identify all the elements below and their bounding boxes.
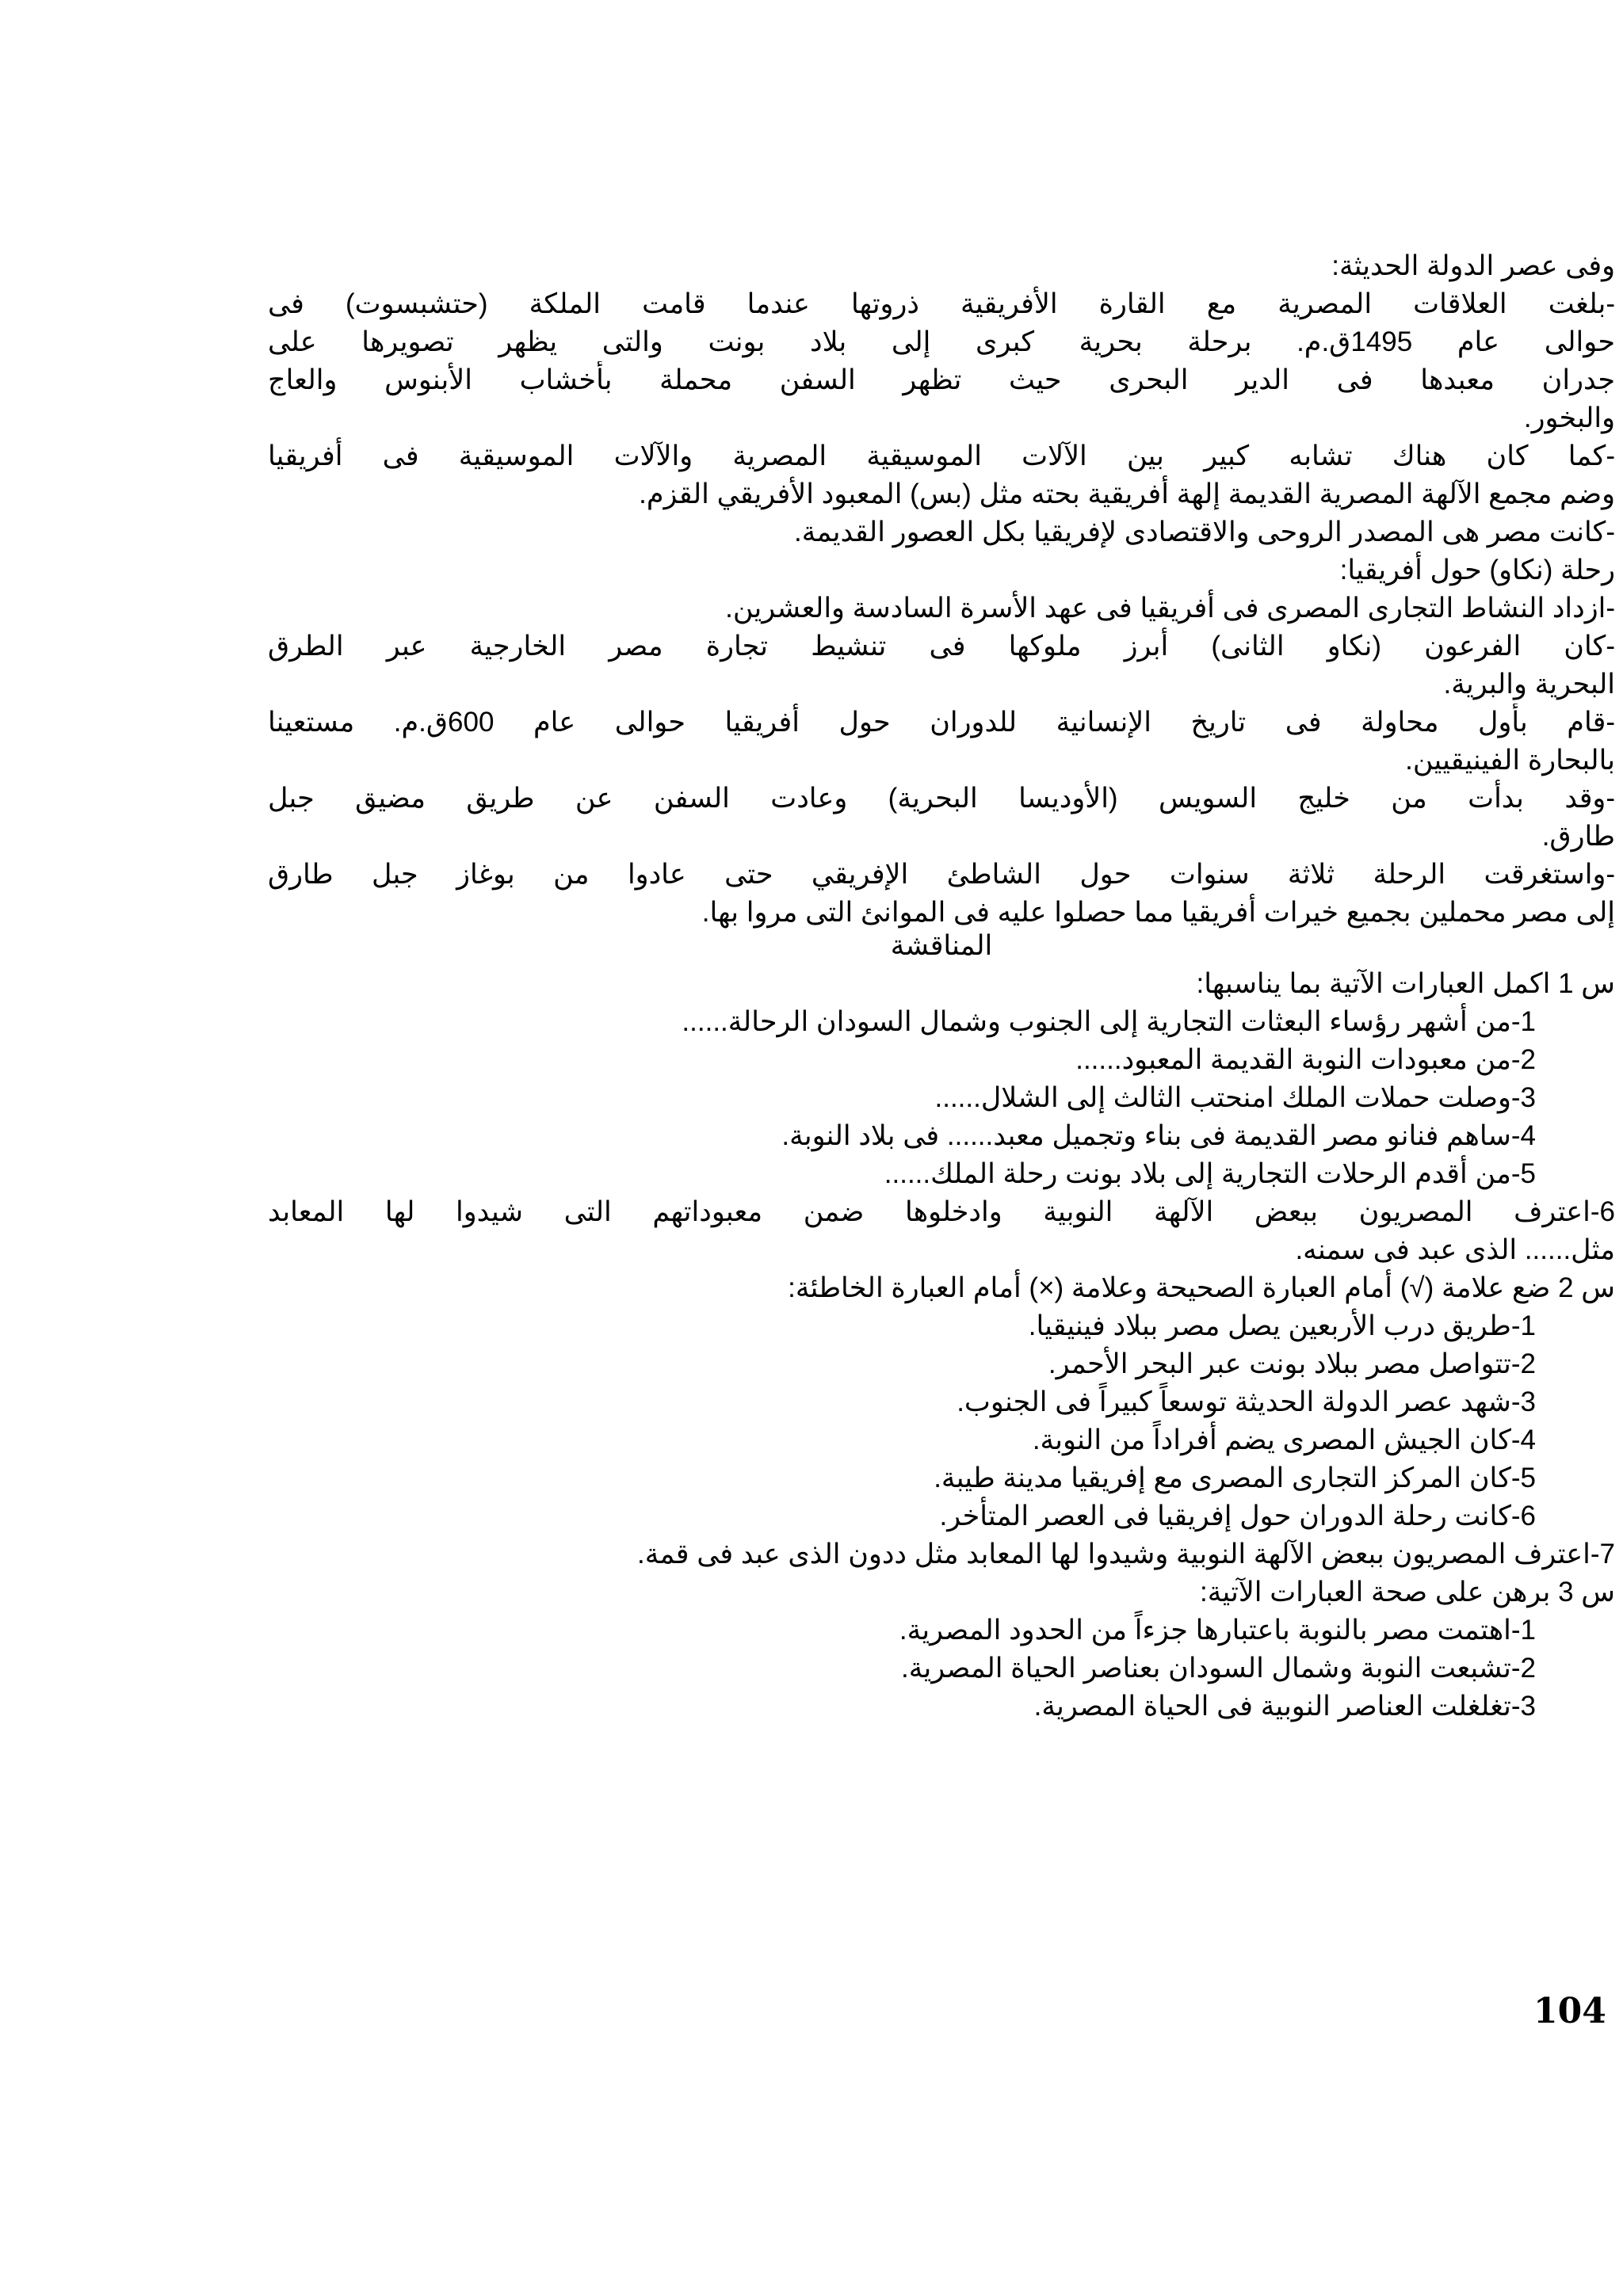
paragraph-line: -بلغت العلاقات المصرية مع القارة الأفريقية ذروتها عندما قامت الملكة (حتشبسوت) فى [268,288,1615,319]
question-item: 6-اعترف المصريون ببعض الآلهة النوبية وادخلوها ضمن معبوداتهم التى شيدوا لها المعابد [268,1196,1615,1227]
paragraph-line: -قام بأول محاولة فى تاريخ الإنسانية للدوران حول أفريقيا حوالى عام 600ق.م. مستعينا [268,707,1615,738]
paragraph-line: والبخور. [1523,402,1615,433]
paragraph-line: -ازداد النشاط التجارى المصرى فى أفريقيا فى عهد الأسرة السادسة والعشرين. [725,593,1615,624]
question-item: 2-تتواصل مصر ببلاد بونت عبر البحر الأحمر. [1048,1348,1536,1379]
heading-necho-voyage: رحلة (نكاو) حول أفريقيا: [1339,555,1615,585]
question-1-heading: س 1 اكمل العبارات الآتية بما يناسبها: [1196,968,1615,999]
question-item: 3-شهد عصر الدولة الحديثة توسعاً كبيراً فى الجنوب. [957,1386,1536,1417]
question-item: 1-من أشهر رؤساء البعثات التجارية إلى الجنوب وشمال السودان الرحالة...... [682,1006,1536,1037]
question-item: 4-ساهم فنانو مصر القديمة فى بناء وتجميل معبد...... فى بلاد النوبة. [781,1120,1536,1151]
question-item: 2-تشبعت النوبة وشمال السودان بعناصر الحياة المصرية. [901,1653,1536,1684]
question-item: 5-من أقدم الرحلات التجارية إلى بلاد بونت رحلة الملك...... [884,1158,1536,1189]
paragraph-line: البحرية والبرية. [1443,669,1615,700]
question-item: 1-طريق درب الأربعين يصل مصر ببلاد فينيقيا. [1028,1310,1536,1341]
question-item: 6-كانت رحلة الدوران حول إفريقيا فى العصر المتأخر. [939,1501,1536,1531]
paragraph-line: -كما كان هناك تشابه كبير بين الآلات الموسيقية المصرية والآلات الموسيقية فى أفريقيا [268,441,1615,471]
heading-discussion: المناقشة [890,930,993,961]
paragraph-line: طارق. [1541,821,1615,852]
question-item: 3-تغلغلت العناصر النوبية فى الحياة المصرية. [1033,1691,1536,1722]
paragraph-line: -كانت مصر هى المصدر الروحى والاقتصادى لإفريقيا بكل العصور القديمة. [794,517,1615,547]
question-3-heading: س 3 برهن على صحة العبارات الآتية: [1200,1577,1615,1608]
question-item: 5-كان المركز التجارى المصرى مع إفريقيا مدينة طيبة. [934,1463,1536,1493]
question-item: 4-كان الجيش المصرى يضم أفراداً من النوبة. [1032,1425,1536,1455]
heading-new-kingdom: وفى عصر الدولة الحديثة: [1331,250,1615,281]
paragraph-line: -وقد بدأت من خليج السويس (الأوديسا البحرية) وعادت السفن عن طريق مضيق جبل [268,783,1615,814]
paragraph-line: -واستغرقت الرحلة ثلاثة سنوات حول الشاطئ الإفريقي حتى عادوا من بوغاز جبل طارق [268,859,1615,890]
question-2-heading: س 2 ضع علامة (√) أمام العبارة الصحيحة وعلامة (×) أمام العبارة الخاطئة: [788,1272,1615,1303]
paragraph-line: جدران معبدها فى الدير البحرى حيث تظهر السفن محملة بأخشاب الأبنوس والعاج [268,364,1615,395]
question-item: مثل...... الذى عبد فى سمنه. [1295,1234,1615,1265]
page-number: 104 [1533,1991,1606,2031]
paragraph-line: إلى مصر محملين بجميع خيرات أفريقيا مما حصلوا عليه فى الموانئ التى مروا بها. [701,897,1615,928]
question-item: 1-اهتمت مصر بالنوبة باعتبارها جزءاً من الحدود المصرية. [899,1615,1536,1646]
question-item: 2-من معبودات النوبة القديمة المعبود...... [1075,1044,1536,1075]
question-item: 7-اعترف المصريون ببعض الآلهة النوبية وشيدوا لها المعابد مثل ددون الذى عبد فى قمة. [637,1539,1615,1569]
paragraph-line: -كان الفرعون (نكاو الثانى) أبرز ملوكها فى تنشيط تجارة مصر الخارجية عبر الطرق [268,631,1615,662]
paragraph-line: حوالى عام 1495ق.م. برحلة بحرية كبرى إلى بلاد بونت والتى يظهر تصويرها على [268,326,1615,357]
paragraph-line: بالبحارة الفينيقيين. [1405,745,1615,776]
question-item: 3-وصلت حملات الملك امنحتب الثالث إلى الشلال...... [934,1082,1536,1113]
paragraph-line: وضم مجمع الآلهة المصرية القديمة إلهة أفريقية بحته مثل (بس) المعبود الأفريقي القزم. [639,479,1615,509]
